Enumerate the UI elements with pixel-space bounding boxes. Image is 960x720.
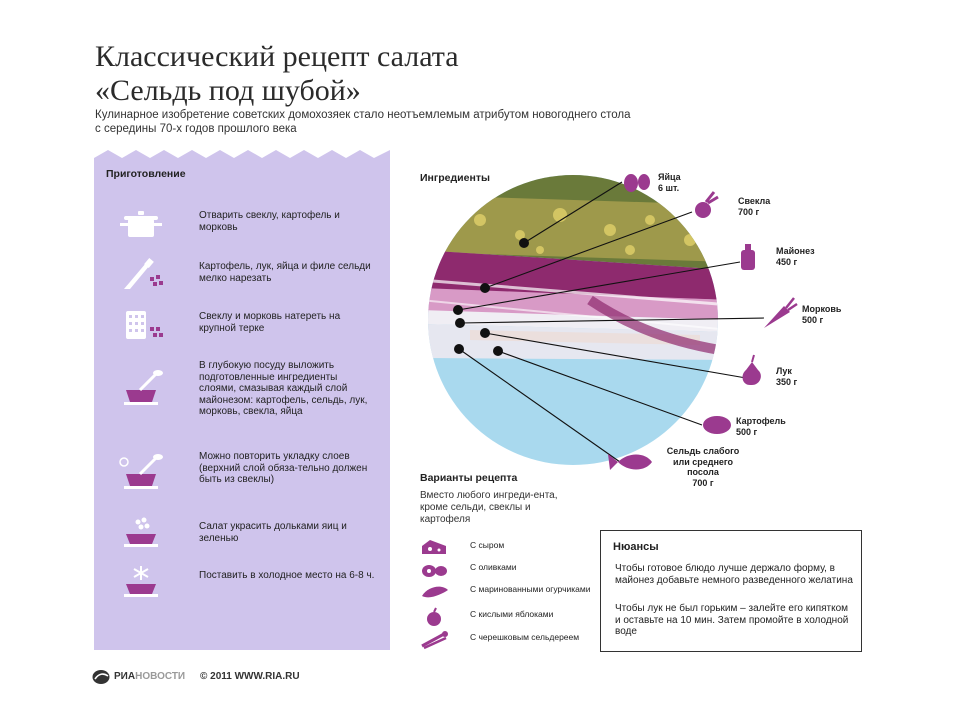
ingredient-herring: Сельдь слабого или среднего посола 700 г bbox=[666, 446, 740, 488]
potato-icon bbox=[703, 416, 731, 434]
variant-olives bbox=[420, 560, 600, 580]
prep-step-1-text: Отварить свеклу, картофель и морковь bbox=[199, 210, 340, 233]
ingredients-title: Ингредиенты bbox=[420, 172, 490, 184]
olives-icon bbox=[420, 560, 450, 580]
variant-cucumber bbox=[420, 582, 600, 602]
ingredient-onion: Лук 350 г bbox=[776, 366, 798, 387]
variant-cheese bbox=[420, 538, 600, 558]
eggs-icon bbox=[624, 174, 650, 192]
title-line-1: Классический рецепт салата bbox=[95, 40, 459, 73]
variant-apple bbox=[420, 607, 600, 627]
subtitle-line-2: с середины 70-х годов прошлого века bbox=[95, 123, 297, 135]
cucumber-icon bbox=[420, 582, 450, 602]
prep-step-6-text: Салат украсить дольками яиц и зеленью bbox=[199, 521, 347, 544]
title-line-2: «Сельдь под шубой» bbox=[95, 74, 361, 107]
variant-olives-label: С оливками bbox=[470, 562, 517, 572]
cheese-icon bbox=[420, 538, 450, 558]
onion-icon bbox=[743, 355, 761, 385]
subtitle-line-1: Кулинарное изобретение советских домохозяек стало неотъемлемым атрибутом новогоднего стола bbox=[95, 109, 631, 121]
ingredient-mayonnaise: Майонез 450 г bbox=[776, 246, 815, 267]
ria-logo-icon bbox=[92, 669, 110, 685]
ingredient-eggs: Яйца 6 шт. bbox=[658, 172, 681, 193]
ingredient-potato: Картофель 500 г bbox=[736, 416, 786, 437]
variant-apple-label: С кислыми яблоками bbox=[470, 609, 554, 619]
carrot-icon bbox=[764, 298, 797, 328]
variant-celery-label: С черешковым сельдереем bbox=[470, 632, 580, 642]
nuances-title: Нюансы bbox=[613, 541, 659, 553]
nuances-tip-1: Чтобы готовое блюдо лучше держало форму, в майонез добавьте немного разведенного желатина bbox=[615, 563, 853, 586]
ingredient-carrot: Морковь 500 г bbox=[802, 304, 842, 325]
prep-step-5-text: Можно повторить укладку слоев (верхний слой обяза-тельно должен быть из свеклы) bbox=[199, 451, 368, 485]
variant-celery bbox=[420, 630, 600, 650]
nuances-box bbox=[600, 530, 862, 652]
beet-icon bbox=[695, 192, 718, 218]
prep-step-4-text: В глубокую посуду выложить подготовленные ингредиенты слоями, смазывая каждый слой майонезом: картофель, сельдь, лук, морковь, свекла, яйца bbox=[199, 360, 368, 417]
ingredient-beet: Свекла 700 г bbox=[738, 196, 771, 217]
preparation-title: Приготовление bbox=[106, 168, 186, 180]
variant-cucumber-label: С маринованными огурчиками bbox=[470, 584, 591, 594]
prep-step-2-text: Картофель, лук, яйца и филе сельди мелко нарезать bbox=[199, 261, 371, 284]
variant-cheese-label: С сыром bbox=[470, 540, 505, 550]
footer-brand: РИАНОВОСТИ bbox=[114, 671, 186, 682]
nuances-tip-2: Чтобы лук не был горьким – залейте его кипятком и оставьте на 10 мин. Затем промойте в холодной воде bbox=[615, 603, 849, 637]
variants-description: Вместо любого ингреди-ента, кроме сельди, свеклы и картофеля bbox=[420, 490, 558, 525]
variants-title: Варианты рецепта bbox=[420, 472, 518, 484]
celery-icon bbox=[420, 630, 450, 650]
mayonnaise-icon bbox=[741, 244, 755, 270]
apple-icon bbox=[420, 607, 450, 627]
prep-step-3-text: Свеклу и морковь натереть на крупной терке bbox=[199, 311, 341, 334]
prep-step-7-text: Поставить в холодное место на 6-8 ч. bbox=[199, 570, 375, 581]
footer-copyright: © 2011 WWW.RIA.RU bbox=[200, 671, 300, 682]
salad-photo bbox=[420, 170, 730, 480]
